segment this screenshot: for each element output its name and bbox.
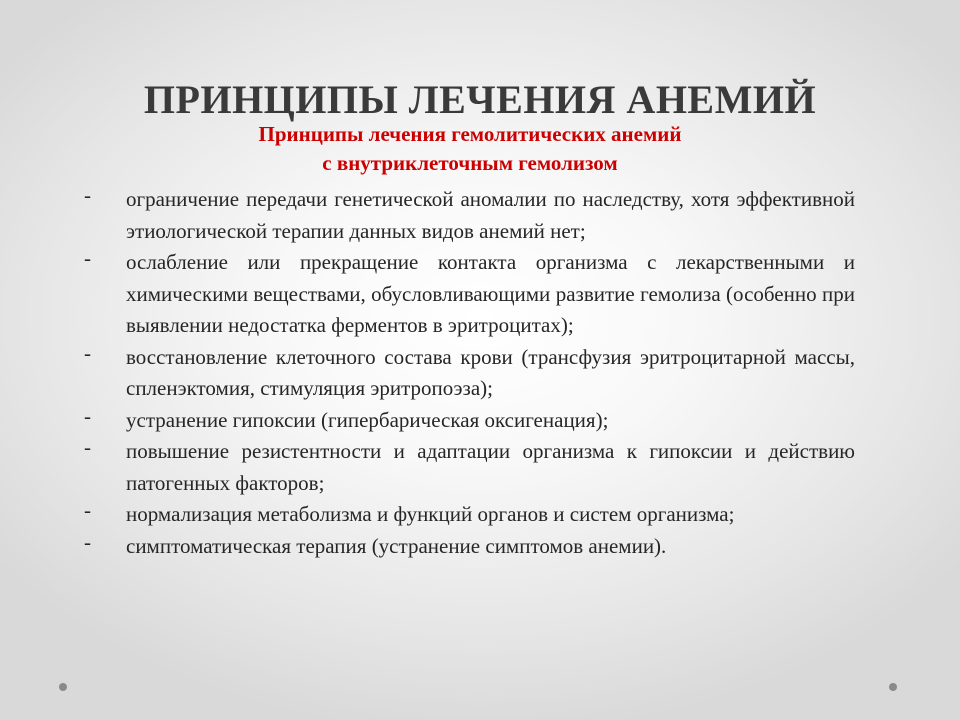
bullet-dash: - — [84, 340, 91, 365]
list-item — [84, 436, 855, 499]
subtitle-line-2: с внутриклеточным гемолизом — [322, 151, 618, 175]
bullet-dash: - — [84, 246, 91, 270]
list-item-text: ослабление или прекращение контакта организма с лекарственными и химическими веществами, обусловливающими развитие гемолиза (особенно при выявлении недостатка ферментов в эритроцитах); — [126, 250, 855, 337]
bullet-dash: - — [84, 498, 91, 522]
list-item — [84, 184, 855, 247]
bullet-dash: - — [84, 403, 91, 428]
list-item-text: ограничение передачи генетической аномалии по наследству, хотя эффективной этиологической терапии данных видов анемий нет; — [126, 187, 855, 243]
decorative-dot-right — [889, 683, 897, 691]
list-item-text: устранение гипоксии (гипербарическая оксигенация); — [126, 407, 609, 432]
subtitle-line-1: Принципы лечения гемолитических анемий — [258, 122, 682, 146]
slide-subtitle — [0, 120, 940, 178]
list-item — [84, 247, 855, 342]
list-item — [84, 342, 855, 405]
list-item-text: восстановление клеточного состава крови (трансфузия эритроцитарной массы, спленэктомия, стимуляция эритропоэза); — [126, 344, 855, 400]
bullet-dash: - — [84, 435, 91, 459]
decorative-dot-left — [59, 683, 67, 691]
bullet-dash: - — [84, 183, 91, 207]
list-item-text: нормализация метаболизма и функций органов и систем организма; — [126, 502, 735, 526]
list-item — [84, 405, 855, 437]
slide-title: ПРИНЦИПЫ ЛЕЧЕНИЯ АНЕМИЙ — [143, 76, 817, 122]
list-item — [84, 499, 855, 531]
bullet-dash: - — [84, 529, 91, 554]
list-item-text: повышение резистентности и адаптации организма к гипоксии и действию патогенных факторов; — [126, 439, 855, 495]
list-item-text: симптоматическая терапия (устранение симптомов анемии). — [126, 533, 667, 558]
list-item — [84, 531, 855, 563]
principles-list — [84, 184, 855, 562]
